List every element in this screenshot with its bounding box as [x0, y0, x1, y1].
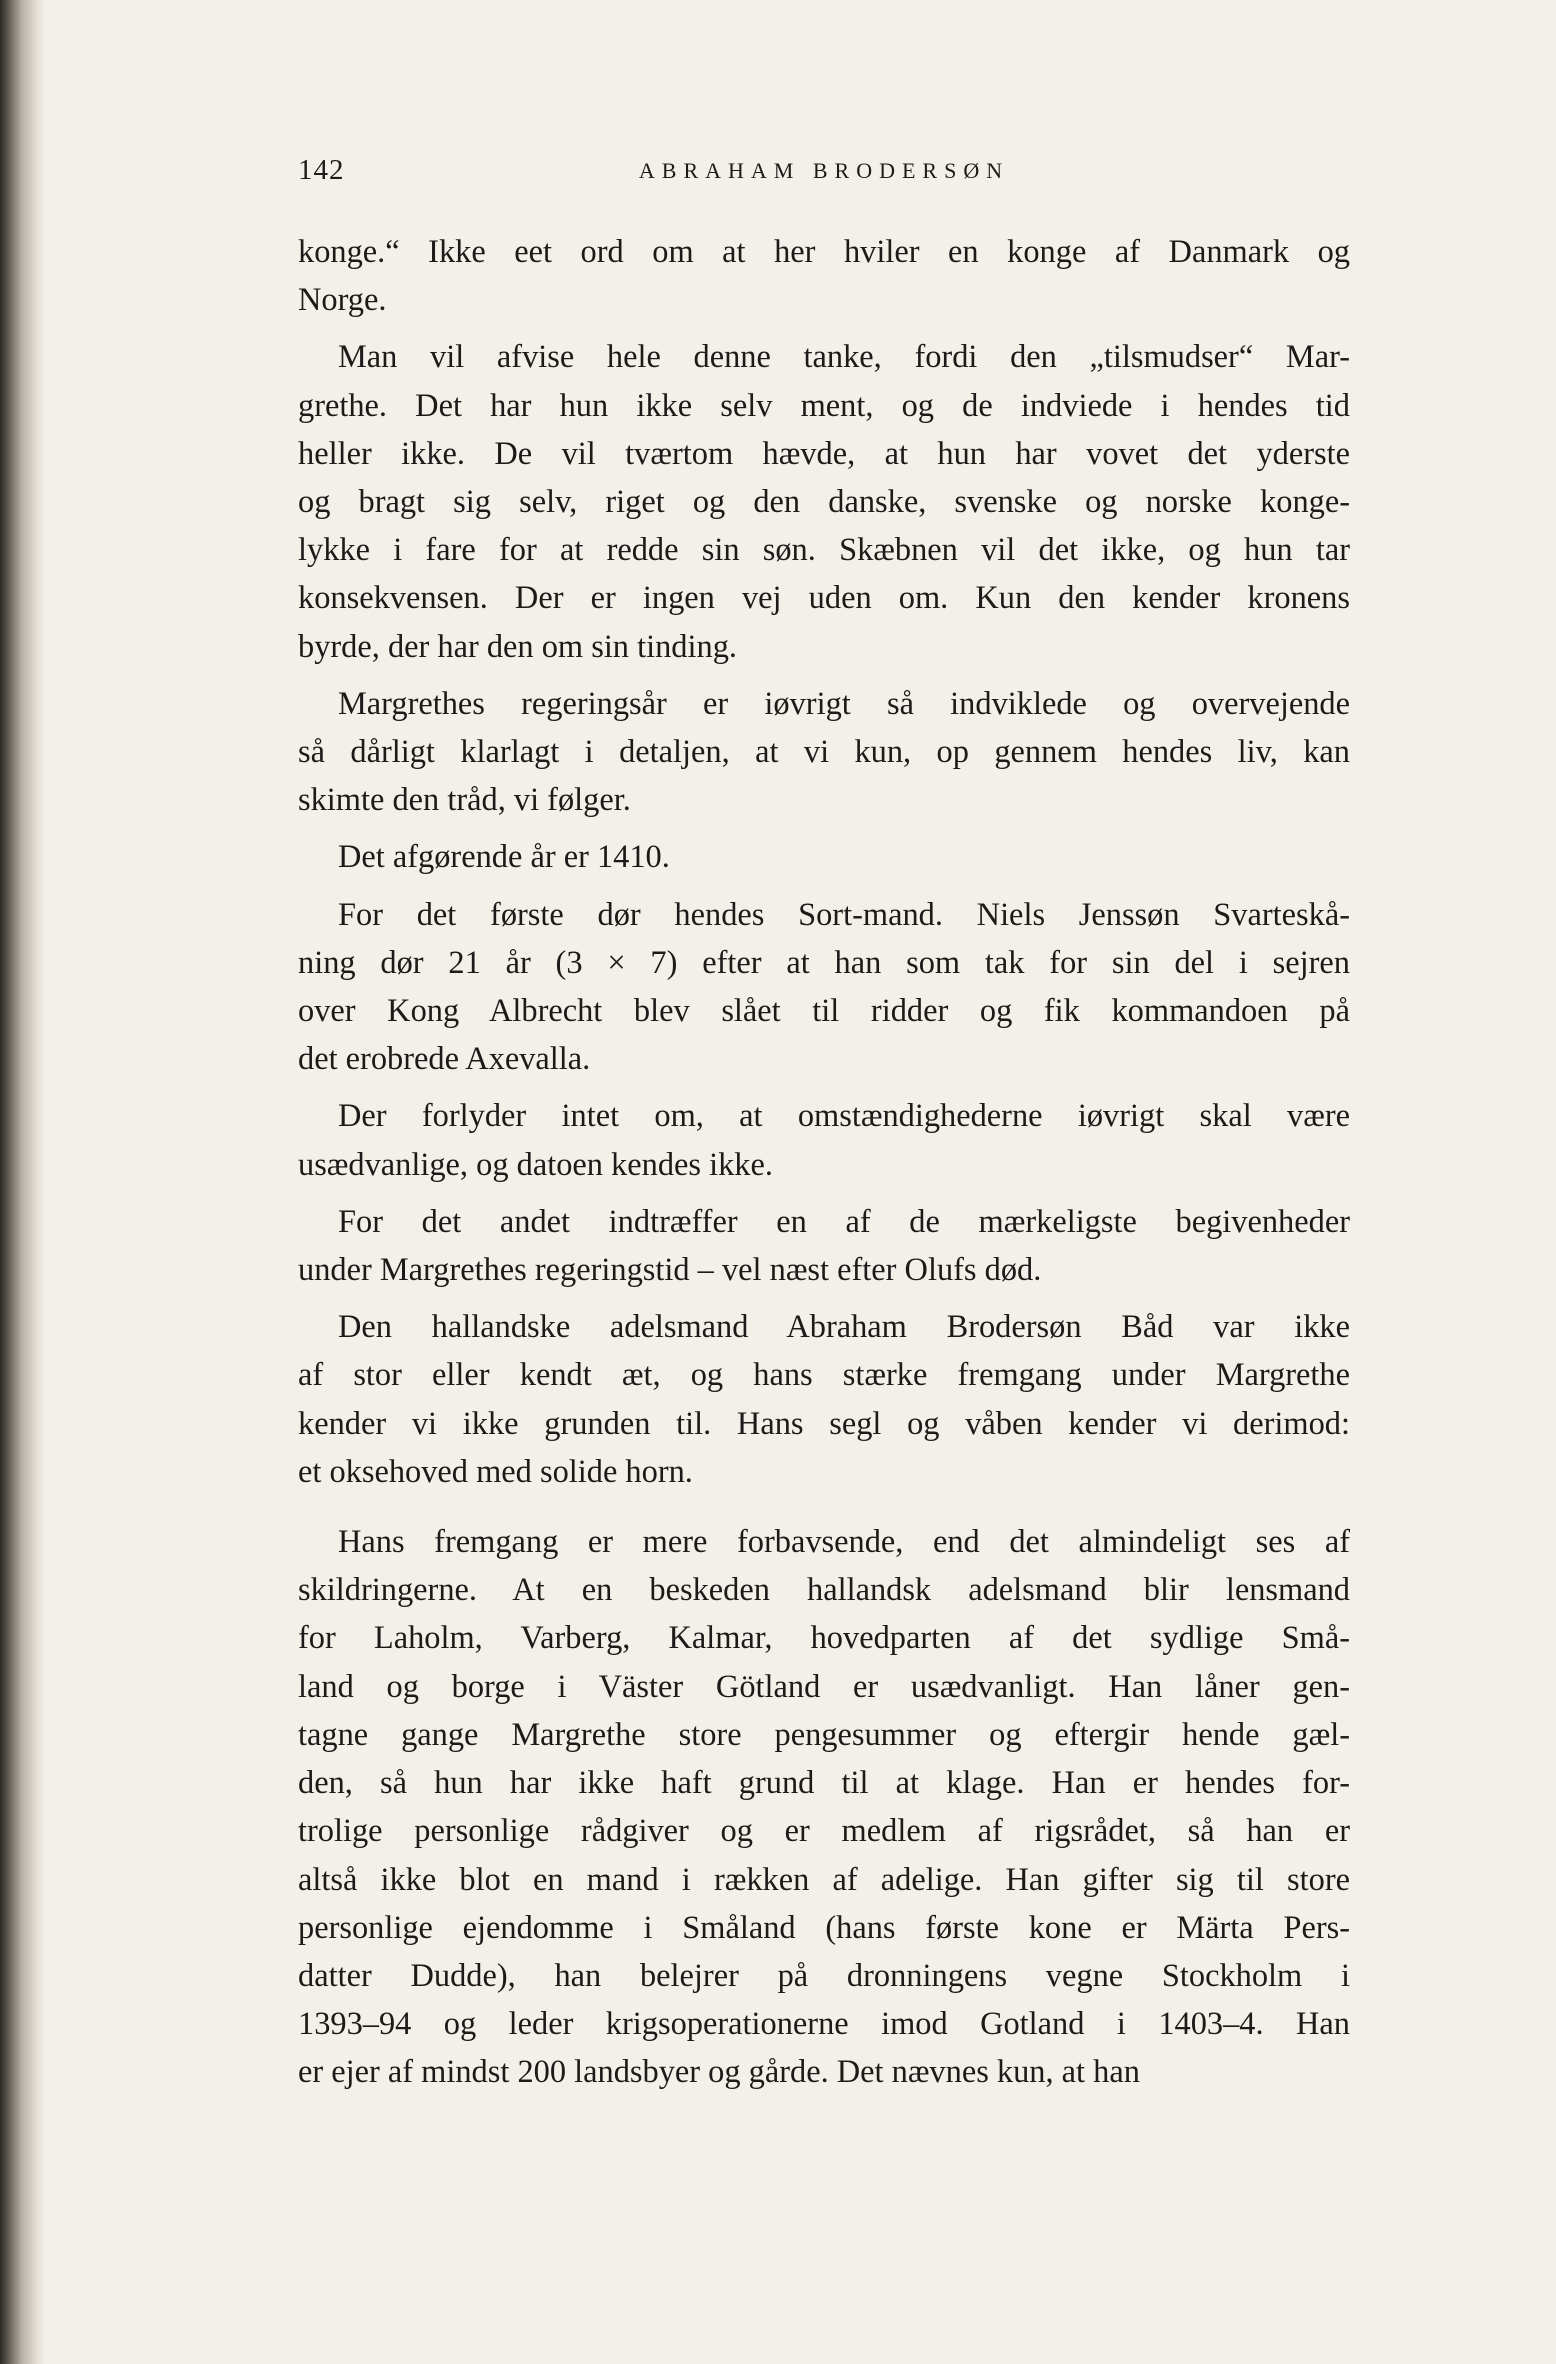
body-text	[298, 228, 1350, 2097]
paragraph	[298, 228, 1350, 324]
text-line: et oksehoved med solide horn.	[298, 1453, 693, 1490]
paragraph	[298, 1303, 1350, 1496]
text-line: lykke i fare for at redde sin søn. Skæbnen vil det ikke, og hun tar	[298, 532, 1350, 569]
text-line: For det første dør hendes Sort-mand. Niels Jenssøn Svarteskå-	[338, 896, 1350, 933]
text-line: skildringerne. At en beskeden hallandsk adelsmand blir lensmand	[298, 1572, 1350, 1609]
page-number: 142	[298, 154, 345, 186]
paragraph	[298, 1518, 1350, 2096]
text-line: skimte den tråd, vi følger.	[298, 782, 631, 819]
text-line: Man vil afvise hele denne tanke, fordi den „tilsmudser“ Mar-	[338, 339, 1350, 376]
text-line: Det afgørende år er 1410.	[338, 839, 670, 876]
text-line: Hans fremgang er mere forbavsende, end det almindeligt ses af	[338, 1524, 1350, 1561]
paragraph	[298, 333, 1350, 670]
scanned-page-edge	[0, 0, 46, 2364]
text-line: datter Dudde), han belejrer på dronningens vegne Stockholm i	[298, 1957, 1350, 1994]
text-line: tagne gange Margrethe store pengesummer og eftergir hende gæl-	[298, 1716, 1350, 1753]
text-line: heller ikke. De vil tværtom hævde, at hun har vovet det yderste	[298, 435, 1350, 472]
text-line: grethe. Det har hun ikke selv ment, og de indviede i hendes tid	[298, 387, 1350, 424]
text-line: For det andet indtræffer en af de mærkeligste begivenheder	[338, 1203, 1350, 1240]
text-line: kender vi ikke grunden til. Hans segl og våben kender vi derimod:	[298, 1405, 1350, 1442]
text-line: så dårligt klarlagt i detaljen, at vi kun, op gennem hendes liv, kan	[298, 734, 1350, 771]
paragraph	[298, 833, 1350, 881]
text-line: Norge.	[298, 282, 387, 319]
text-line: af stor eller kendt æt, og hans stærke fremgang under Margrethe	[298, 1357, 1350, 1394]
text-line: og bragt sig selv, riget og den danske, svenske og norske konge-	[298, 484, 1350, 521]
text-line: 1393–94 og leder krigsoperationerne imod Gotland i 1403–4. Han	[298, 2006, 1350, 2043]
text-line: altså ikke blot en mand i rækken af adelige. Han gifter sig til store	[298, 1861, 1350, 1898]
paragraph	[298, 1092, 1350, 1188]
text-line: over Kong Albrecht blev slået til ridder og fik kommandoen på	[298, 993, 1350, 1030]
text-line: konsekvensen. Der er ingen vej uden om. Kun den kender kronens	[298, 580, 1350, 617]
text-line: ning dør 21 år (3 × 7) efter at han som tak for sin del i sejren	[298, 944, 1350, 981]
text-line: for Laholm, Varberg, Kalmar, hovedparten af det sydlige Små-	[298, 1620, 1350, 1657]
text-line: Den hallandske adelsmand Abraham Brodersøn Båd var ikke	[338, 1309, 1350, 1346]
text-line: usædvanlige, og datoen kendes ikke.	[298, 1146, 773, 1183]
text-line: byrde, der har den om sin tinding.	[298, 628, 737, 665]
paragraph	[298, 1198, 1350, 1294]
text-line: Margrethes regeringsår er iøvrigt så indviklede og overvejende	[338, 685, 1350, 722]
running-head	[298, 148, 1350, 198]
text-line: personlige ejendomme i Småland (hans første kone er Märta Pers-	[298, 1909, 1350, 1946]
text-line: trolige personlige rådgiver og er medlem af rigsrådet, så han er	[298, 1813, 1350, 1850]
book-page	[298, 148, 1350, 2106]
text-line: den, så hun har ikke haft grund til at klage. Han er hendes for-	[298, 1765, 1350, 1802]
paragraph	[298, 680, 1350, 825]
text-line: under Margrethes regeringstid – vel næst efter Olufs død.	[298, 1252, 1042, 1289]
paragraph	[298, 891, 1350, 1084]
running-title: ABRAHAM BRODERSØN	[638, 158, 1010, 183]
text-line: land og borge i Väster Götland er usædvanligt. Han låner gen-	[298, 1668, 1350, 1705]
text-line: Der forlyder intet om, at omstændighederne iøvrigt skal være	[338, 1098, 1350, 1135]
text-line: konge.“ Ikke eet ord om at her hviler en konge af Danmark og	[298, 234, 1350, 270]
text-line: det erobrede Axevalla.	[298, 1041, 591, 1078]
text-line: er ejer af mindst 200 landsbyer og gårde. Det nævnes kun, at han	[298, 2054, 1140, 2091]
